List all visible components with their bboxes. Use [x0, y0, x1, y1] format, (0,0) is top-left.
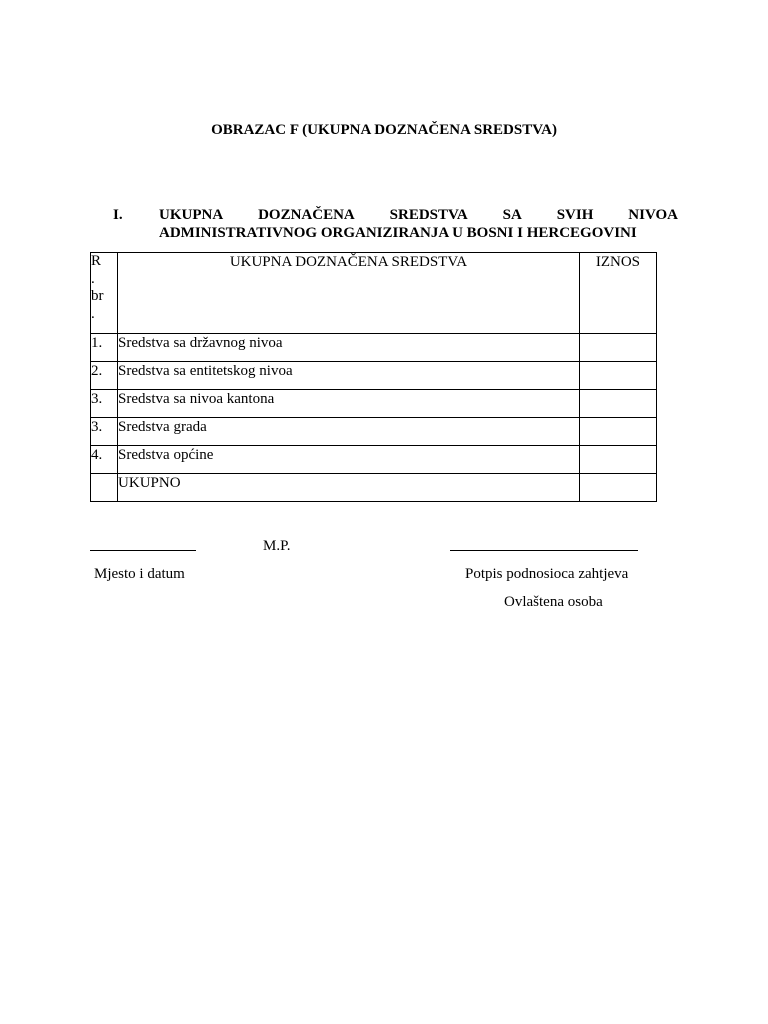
table-row: [91, 446, 657, 474]
place-date-label: Mjesto i datum: [94, 566, 185, 582]
stamp-label: M.P.: [263, 538, 291, 554]
row-amount-cell[interactable]: [579, 334, 656, 362]
section-heading-word: NIVOA: [628, 207, 678, 223]
applicant-signature-label: Potpis podnosioca zahtjeva: [465, 566, 629, 582]
section-heading-word: SVIH: [556, 207, 594, 223]
row-number: [91, 474, 118, 502]
place-date-line[interactable]: [90, 550, 196, 551]
section-heading-line1: [159, 206, 678, 224]
signature-line[interactable]: [450, 550, 638, 551]
row-number: 4.: [91, 446, 118, 474]
row-amount-cell[interactable]: [579, 390, 656, 418]
section-heading-text: [159, 206, 678, 242]
row-amount-cell[interactable]: [579, 446, 656, 474]
header-description: UKUPNA DOZNAČENA SREDSTVA: [118, 253, 580, 334]
section-heading-word: SREDSTVA: [389, 207, 468, 223]
header-amount: IZNOS: [579, 253, 656, 334]
row-label: Sredstva općine: [118, 446, 580, 474]
section-number: I.: [113, 207, 123, 223]
document-title: OBRAZAC F (UKUPNA DOZNAČENA SREDSTVA): [211, 122, 557, 138]
row-number: 2.: [91, 362, 118, 390]
row-label: Sredstva sa entitetskog nivoa: [118, 362, 580, 390]
row-label: Sredstva sa nivoa kantona: [118, 390, 580, 418]
section-heading-word: UKUPNA: [159, 207, 224, 223]
header-row-number: [91, 253, 118, 334]
section-heading-word: SA: [502, 207, 522, 223]
table-row: [91, 390, 657, 418]
authorized-person-label: Ovlaštena osoba: [504, 594, 603, 610]
header-rb-part: .: [91, 305, 95, 322]
row-number: 3.: [91, 390, 118, 418]
funds-table: [90, 252, 657, 502]
table-row: [91, 362, 657, 390]
row-label: Sredstva grada: [118, 418, 580, 446]
total-amount-cell[interactable]: [579, 474, 656, 502]
section-heading-word: DOZNAČENA: [258, 207, 355, 223]
section-heading-line2: ADMINISTRATIVNOG ORGANIZIRANJA U BOSNI I HERCEGOVINI: [159, 225, 637, 241]
row-amount-cell[interactable]: [579, 418, 656, 446]
header-rb-part: .: [91, 270, 95, 287]
table-header-row: [91, 253, 657, 334]
header-rb-part: br: [91, 288, 104, 304]
row-number: 1.: [91, 334, 118, 362]
table-row-total: [91, 474, 657, 502]
table-row: [91, 334, 657, 362]
row-label: Sredstva sa državnog nivoa: [118, 334, 580, 362]
table-row: [91, 418, 657, 446]
header-rb-part: R: [91, 253, 102, 269]
row-label: UKUPNO: [118, 474, 580, 502]
row-amount-cell[interactable]: [579, 362, 656, 390]
row-number: 3.: [91, 418, 118, 446]
